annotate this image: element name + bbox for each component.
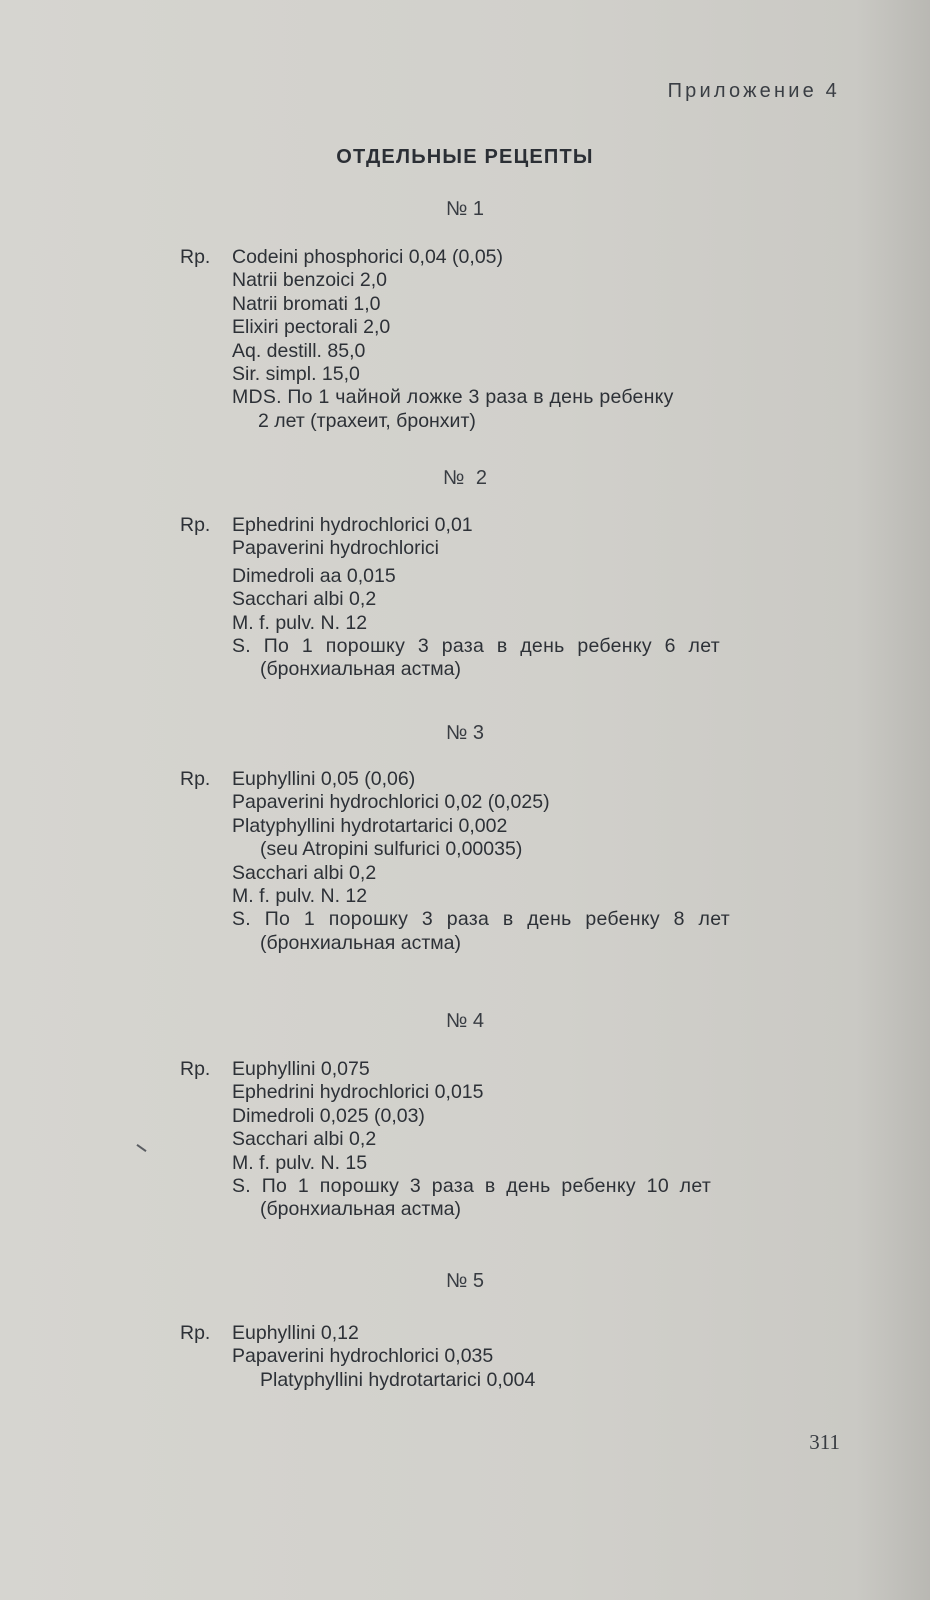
ingredient: Platyphyllini hydrotartarici 0,002	[232, 814, 508, 837]
ingredient: Euphyllini 0,12	[232, 1322, 359, 1344]
ingredient: Sir. simpl. 15,0	[232, 363, 360, 386]
ingredient: Elixiri pectorali 2,0	[232, 316, 391, 339]
rp-label: Rp.	[180, 514, 211, 536]
ingredient: Euphyllini 0,075	[232, 1058, 370, 1080]
recipe-3-number: № 3	[445, 722, 485, 744]
ingredient: Papaverini hydrochlorici 0,035	[232, 1345, 494, 1368]
recipe-line	[180, 1322, 870, 1345]
ingredient: M. f. pulv. N. 15	[232, 1151, 368, 1174]
signa: MDS. По 1 чайной ложке 3 раза в день ребенку	[232, 386, 674, 409]
page-number: 311	[809, 1430, 840, 1454]
recipe-line	[180, 768, 870, 791]
signa-continuation: 2 лет (трахеит, бронхит)	[258, 409, 476, 432]
ingredient: Dimedroli aa 0,015	[232, 564, 396, 587]
ingredient: Aq. destill. 85,0	[232, 339, 366, 362]
recipe-1-number: № 1	[445, 198, 485, 220]
ingredient: M. f. pulv. N. 12	[232, 611, 368, 634]
stray-mark	[136, 1144, 146, 1152]
rp-label: Rp.	[180, 768, 211, 790]
rp-label: Rp.	[180, 1322, 211, 1344]
ingredient: Papaverini hydrochlorici 0,02 (0,025)	[232, 791, 550, 814]
recipe-line	[180, 514, 870, 537]
recipe-5	[180, 1322, 870, 1392]
ingredient: Natrii benzoici 2,0	[232, 269, 387, 292]
rp-label: Rp.	[180, 1058, 211, 1080]
rp-label: Rp.	[180, 246, 211, 268]
ingredient: Ephedrini hydrochlorici 0,01	[232, 514, 473, 536]
appendix-label: Приложение 4	[667, 80, 840, 102]
signa: S. По 1 порошку 3 раза в день ребенку 10 лет	[232, 1175, 712, 1198]
ingredient: Sacchari albi 0,2	[232, 1128, 377, 1151]
recipe-4-number: № 4	[445, 1010, 485, 1032]
signa-continuation: (бронхиальная астма)	[260, 658, 462, 681]
recipe-2-number: № 2	[442, 467, 488, 489]
ingredient: Platyphyllini hydrotartarici 0,004	[260, 1368, 536, 1391]
ingredient: Sacchari albi 0,2	[232, 861, 377, 884]
ingredient: Codeini phosphorici 0,04 (0,05)	[232, 246, 504, 268]
ingredient: Euphyllini 0,05 (0,06)	[232, 768, 416, 790]
page-title: ОТДЕЛЬНЫЕ РЕЦЕПТЫ	[336, 146, 594, 168]
signa: S. По 1 порошку 3 раза в день ребенку 6 лет	[232, 635, 720, 658]
ingredient: Sacchari albi 0,2	[232, 588, 377, 611]
signa: S. По 1 порошку 3 раза в день ребенку 8 лет	[232, 908, 730, 931]
signa-continuation: (бронхиальная астма)	[260, 931, 462, 954]
ingredient: Ephedrini hydrochlorici 0,015	[232, 1081, 484, 1104]
ingredient: Dimedroli 0,025 (0,03)	[232, 1104, 425, 1127]
ingredient: Papaverini hydrochlorici	[232, 537, 440, 560]
recipe-line	[180, 246, 870, 269]
recipe-line	[180, 1058, 870, 1081]
ingredient: Natrii bromati 1,0	[232, 292, 381, 315]
ingredient-alternative: (seu Atropini sulfurici 0,00035)	[260, 838, 523, 861]
signa-continuation: (бронхиальная астма)	[260, 1198, 462, 1221]
recipe-5-number: № 5	[445, 1270, 485, 1292]
recipe-4	[180, 1058, 870, 1222]
recipe-2	[180, 514, 870, 682]
recipe-3	[180, 768, 870, 955]
recipe-1	[180, 246, 870, 433]
ingredient: M. f. pulv. N. 12	[232, 885, 368, 908]
